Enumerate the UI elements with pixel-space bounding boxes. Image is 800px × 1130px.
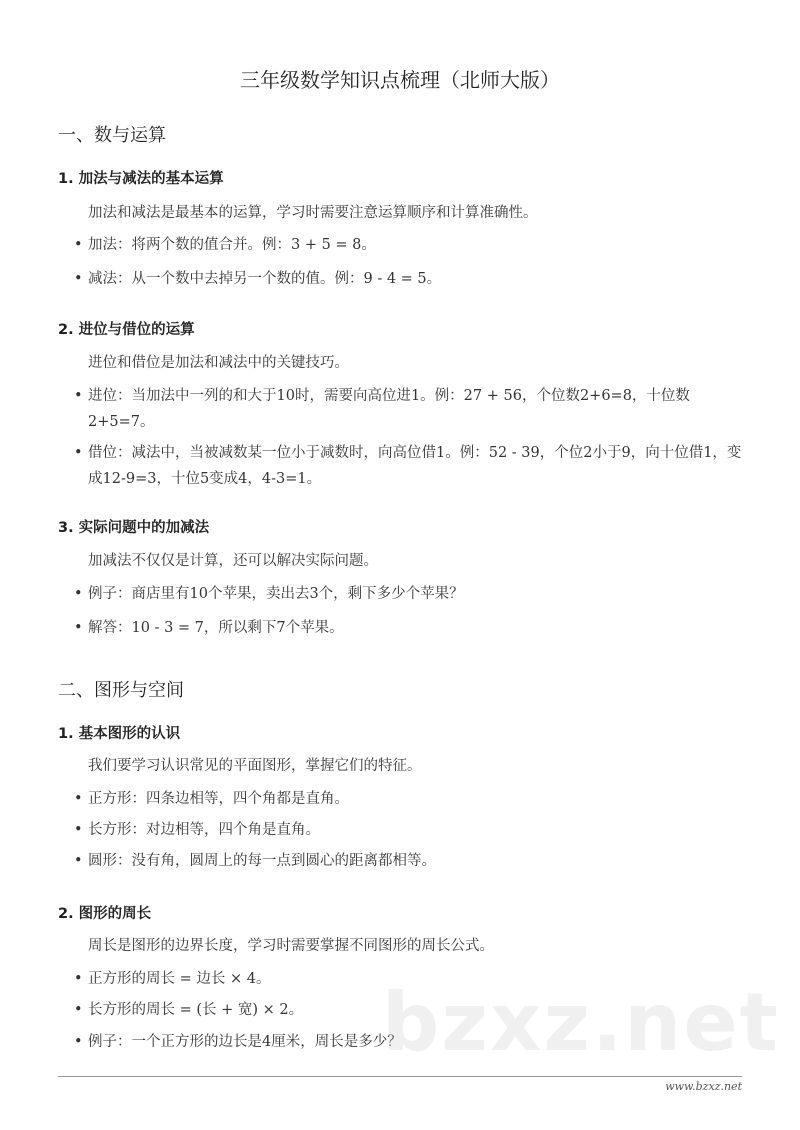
list-item — [74, 615, 754, 641]
footer-site: www.bzxz.net — [665, 1080, 742, 1093]
list-item-text: 加法：将两个数的值合并。例：3 + 5 = 8。 — [88, 237, 376, 253]
list-item-text: 例子：商店里有10个苹果，卖出去3个，剩下多少个苹果？ — [88, 586, 464, 602]
list-item — [74, 848, 754, 874]
bullet-icon: • — [74, 971, 83, 987]
list-item — [74, 581, 754, 607]
paragraph: 加法和减法是最基本的运算，学习时需要注意运算顺序和计算准确性。 — [88, 205, 538, 221]
paragraph: 周长是图形的边界长度，学习时需要掌握不同图形的周长公式。 — [88, 938, 494, 954]
bullet-icon: • — [74, 620, 83, 636]
bullet-icon: • — [74, 388, 83, 404]
bullet-icon: • — [74, 822, 83, 838]
bullet-icon: • — [74, 1002, 83, 1018]
list-item — [74, 817, 754, 843]
bullet-icon: • — [74, 791, 83, 807]
list-item-text: 圆形：没有角，圆周上的每一点到圆心的距离都相等。 — [88, 853, 436, 869]
subsection-heading: 1. 基本图形的认识 — [58, 726, 181, 742]
list-item — [74, 440, 754, 492]
list-item — [74, 266, 754, 292]
subsection-heading: 3. 实际问题中的加减法 — [58, 520, 210, 536]
subsection-heading: 2. 图形的周长 — [58, 906, 152, 922]
bullet-icon: • — [74, 271, 83, 287]
bullet-icon: • — [74, 1034, 83, 1050]
list-item-text: 减法：从一个数中去掉另一个数的值。例：9 - 4 = 5。 — [88, 271, 442, 287]
list-item-text: 正方形：四条边相等，四个角都是直角。 — [88, 791, 349, 807]
bullet-icon: • — [74, 445, 83, 461]
list-item-text: 长方形的周长 = (长 + 宽) × 2。 — [88, 1002, 304, 1018]
bullet-icon: • — [74, 586, 83, 602]
paragraph: 我们要学习认识常见的平面图形，掌握它们的特征。 — [88, 758, 422, 774]
section-heading: 二、图形与空间 — [58, 680, 184, 701]
list-item — [74, 232, 754, 258]
list-item-text: 正方形的周长 = 边长 × 4。 — [88, 971, 271, 987]
list-item — [74, 786, 754, 812]
subsection-heading: 2. 进位与借位的运算 — [58, 322, 195, 338]
bullet-icon: • — [74, 853, 83, 869]
subsection-heading: 1. 加法与减法的基本运算 — [58, 171, 224, 187]
watermark: bzxz.net — [382, 976, 780, 1069]
list-item — [74, 383, 754, 435]
footer-divider — [58, 1076, 742, 1077]
bullet-icon: • — [74, 237, 83, 253]
page-title: 三年级数学知识点梳理（北师大版） — [240, 68, 560, 92]
paragraph: 进位和借位是加法和减法中的关键技巧。 — [88, 355, 349, 371]
list-item-text: 进位：当加法中一列的和大于10时，需要向高位进1。例：27 + 56，个位数2+6=8，十位数2+5=7。 — [88, 388, 690, 430]
list-item-text: 借位：减法中，当被减数某一位小于减数时，向高位借1。例：52 - 39，个位2小于9，向十位借1，变成12-9=3，十位5变成4，4-3=1。 — [88, 445, 742, 487]
section-heading: 一、数与运算 — [58, 125, 166, 146]
list-item-text: 例子：一个正方形的边长是4厘米，周长是多少？ — [88, 1034, 402, 1050]
list-item-text: 长方形：对边相等，四个角是直角。 — [88, 822, 320, 838]
paragraph: 加减法不仅仅是计算，还可以解决实际问题。 — [88, 553, 378, 569]
list-item-text: 解答：10 - 3 = 7，所以剩下7个苹果。 — [88, 620, 344, 636]
